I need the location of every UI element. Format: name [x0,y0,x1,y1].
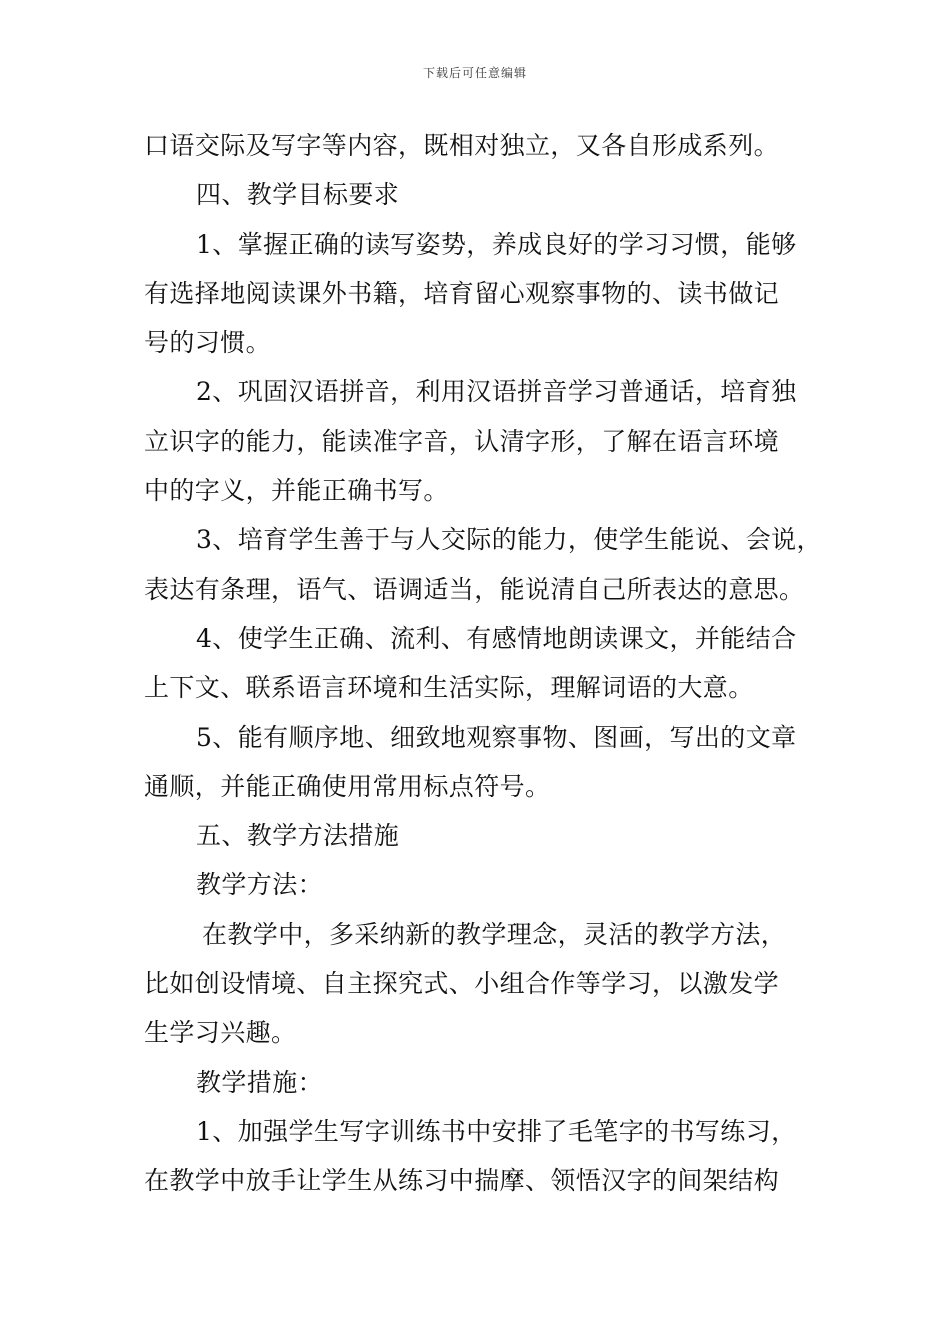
text-line: 1、掌握正确的读写姿势，养成良好的学习习惯，能够 [196,229,797,259]
document-body [144,121,824,1206]
subheading: 教学方法： [196,870,324,900]
text-line: 3、培育学生善于与人交际的能力，使学生能说、会说， [196,525,822,555]
text-line: 4、使学生正确、流利、有感情地朗读课文，并能结合 [196,623,797,653]
text-line: 在教学中放手让学生从练习中揣摩、领悟汉字的间架结构 [144,1166,780,1196]
page-header-note: 下载后可任意编辑 [422,66,527,80]
text-line: 立识字的能力，能读准字音，认清字形，了解在语言环境 [144,426,780,456]
text-line: 中的字义，并能正确书写。 [144,476,449,506]
text-line: 口语交际及写字等内容，既相对独立，又各自形成系列。 [144,131,780,160]
subheading: 教学措施： [196,1067,324,1097]
text-line: 1、加强学生写字训练书中安排了毛笔字的书写练习， [196,1116,797,1146]
section-heading: 四、教学目标要求 [196,180,400,210]
text-line: 上下文、联系语言环境和生活实际，理解词语的大意。 [144,673,754,703]
text-line: 在教学中，多采纳新的教学理念，灵活的教学方法， [202,919,787,949]
text-line: 有选择地阅读课外书籍，培育留心观察事物的、读书做记 [144,278,780,308]
text-line: 5、能有顺序地、细致地观察事物、图画，写出的文章 [196,722,797,752]
text-line: 生学习兴趣。 [144,1018,297,1048]
text-line: 通顺，并能正确使用常用标点符号。 [144,771,551,801]
text-line: 表达有条理，语气、语调适当，能说清自己所表达的意思。 [144,574,805,604]
text-line: 2、巩固汉语拼音，利用汉语拼音学习普通话，培育独 [196,377,797,407]
section-heading: 五、教学方法措施 [196,821,400,851]
text-line: 比如创设情境、自主探究式、小组合作等学习，以激发学 [144,969,780,999]
text-line: 号的习惯。 [144,328,272,358]
